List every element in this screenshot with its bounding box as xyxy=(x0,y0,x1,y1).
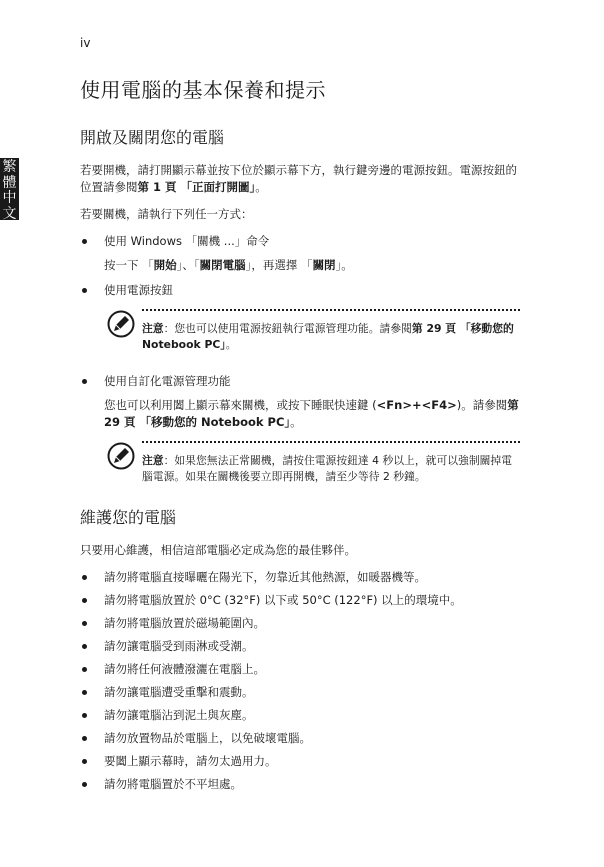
ui-term: 關閉 xyxy=(312,258,336,272)
list-item: 請勿讓電腦遭受重擊和震動。 xyxy=(80,684,520,701)
list-item: 要闔上顯示幕時，請勿太過用力。 xyxy=(80,753,520,770)
note-pencil-icon xyxy=(106,441,136,471)
list-item-detail xyxy=(80,257,520,274)
text-run: ：如果您無法正常關機，請按住電源按鈕達 4 秒以上，就可以強制關掉電腦電源。如果在關機後要立即再開機，請至少等待 2 秒鐘。 xyxy=(142,454,513,483)
list-item: 請勿將電腦置於不平坦處。 xyxy=(80,776,520,793)
side-tab-char: 文 xyxy=(2,205,17,222)
hotkey: <Fn>+<F4> xyxy=(376,398,457,412)
page-content xyxy=(80,74,520,799)
text-run: ：您也可以使用電源按鈕執行電源管理功能。請參閱 xyxy=(163,322,412,335)
text-run: 若要開機，請打開顯示幕並按下位於顯示幕下方，執行鍵旁邊的電源按鈕。電源按鈕的位置請參閱 xyxy=(80,163,517,194)
note-label: 注意 xyxy=(142,322,164,335)
text-run: 」、「 xyxy=(176,258,200,272)
list-item-text: 使用電源按鈕 xyxy=(104,283,173,297)
ui-term: 關閉電腦 xyxy=(199,258,246,272)
note-box xyxy=(104,441,520,485)
list-item xyxy=(80,233,520,274)
power-off-methods-list-cont xyxy=(80,373,520,431)
section-heading-power: 開啟及關閉您的電腦 xyxy=(80,128,225,147)
cross-reference: 第 29 頁 「移動您的 Notebook PC」 xyxy=(142,322,514,351)
text-run: 。 xyxy=(290,415,302,429)
note-divider xyxy=(142,309,520,311)
cross-reference: 第 29 頁 「移動您的 Notebook PC」 xyxy=(104,398,519,429)
text-run: 。 xyxy=(255,180,267,194)
list-item: 請勿將電腦直接曝曬在陽光下，勿靠近其他熱源，如暖器機等。 xyxy=(80,569,520,586)
page-number: iv xyxy=(80,36,91,50)
care-intro: 只要用心維護，相信這部電腦必定成為您的最佳夥伴。 xyxy=(80,543,356,557)
note-label: 注意 xyxy=(142,454,164,467)
list-item xyxy=(80,373,520,431)
side-tab-char: 體 xyxy=(2,174,17,191)
power-off-intro: 若要關機，請執行下列任一方式： xyxy=(80,207,253,221)
language-side-tab xyxy=(0,158,19,220)
note-text xyxy=(142,453,520,485)
list-item: 請勿將任何液體潑灑在電腦上。 xyxy=(80,661,520,678)
note-divider xyxy=(142,441,520,443)
text-run: 」，再選擇 「 xyxy=(245,258,313,272)
side-tab-char: 繁 xyxy=(2,159,17,175)
care-tips-list xyxy=(80,569,520,793)
ui-term: 開始 xyxy=(153,258,177,272)
cross-reference: 第 1 頁 「正面打開圖」 xyxy=(137,180,256,194)
text-run: )。請參閱 xyxy=(456,398,508,412)
note-pencil-icon xyxy=(106,309,136,339)
list-item: 請勿讓電腦沾到泥土與灰塵。 xyxy=(80,707,520,724)
text-run: 」。 xyxy=(335,258,353,272)
note-box xyxy=(104,309,520,353)
section-heading-care: 維護您的電腦 xyxy=(80,508,177,527)
note-text xyxy=(142,321,520,353)
list-item: 請勿放置物品於電腦上，以免破壞電腦。 xyxy=(80,730,520,747)
power-on-paragraph xyxy=(80,162,520,196)
text-run: 按一下 「 xyxy=(104,258,154,272)
list-item-detail xyxy=(80,397,520,431)
list-item-text: 使用自訂化電源管理功能 xyxy=(104,374,231,388)
list-item: 請勿將電腦放置於 0°C (32°F) 以下或 50°C (122°F) 以上的環境中。 xyxy=(80,592,520,609)
list-item-text: 使用 Windows 「關機 ...」命令 xyxy=(104,234,270,248)
side-tab-char: 中 xyxy=(2,190,17,206)
text-run: 。 xyxy=(225,338,237,351)
list-item: 請勿將電腦放置於磁場範圍內。 xyxy=(80,615,520,632)
list-item: 請勿讓電腦受到雨淋或受潮。 xyxy=(80,638,520,655)
text-run: 您也可以利用闔上顯示幕來關機，或按下睡眠快速鍵 ( xyxy=(104,398,377,412)
power-off-methods-list xyxy=(80,233,520,299)
list-item xyxy=(80,282,520,299)
page-title: 使用電腦的基本保養和提示 xyxy=(80,78,326,102)
